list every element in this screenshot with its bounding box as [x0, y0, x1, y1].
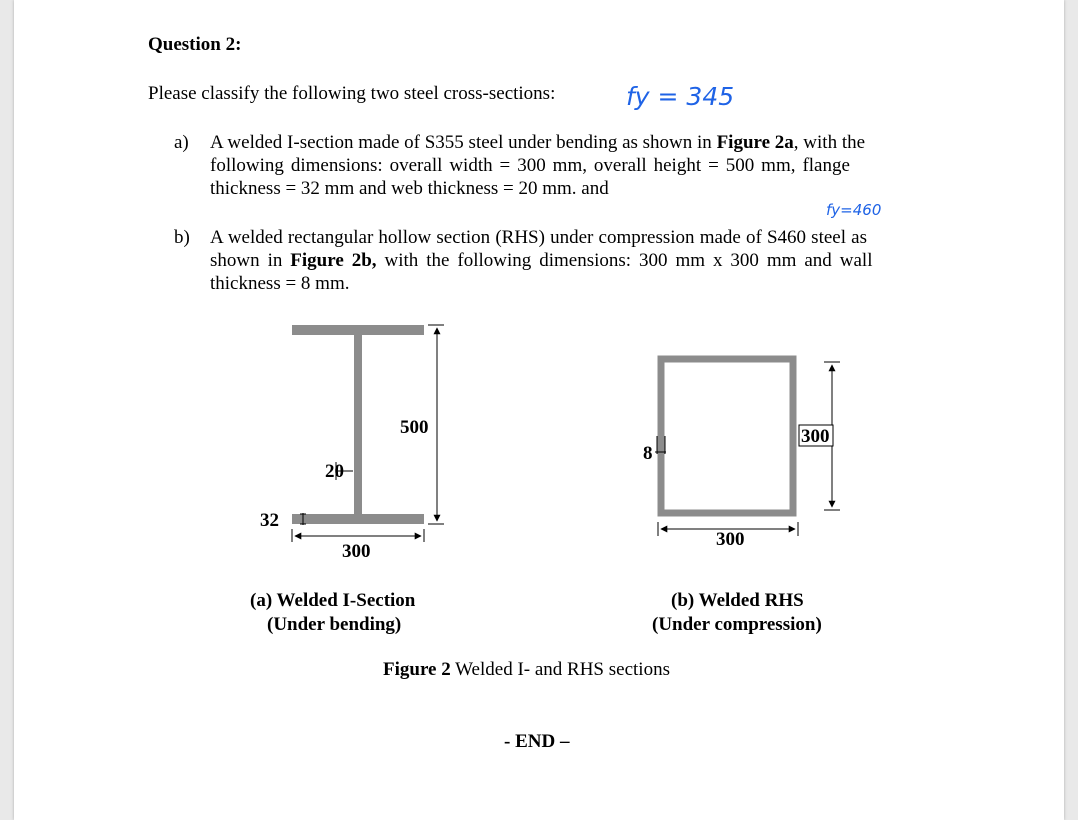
i-section-height-label: 500: [400, 417, 429, 438]
part-b-line-1: A welded rectangular hollow section (RHS) under compression made of S460 steel as: [210, 227, 867, 248]
i-section-flange-label: 32: [260, 510, 279, 531]
figure-b-label-line-1: (b) Welded RHS: [671, 590, 804, 611]
i-section-height-dimension: [428, 325, 444, 524]
part-b-marker: b): [174, 227, 190, 248]
end-marker: - END –: [504, 731, 570, 752]
part-a-marker: a): [174, 132, 189, 153]
i-section-web: [354, 335, 362, 514]
rhs-height-label: 300: [801, 426, 830, 447]
rhs-wall-label: 8: [643, 443, 653, 464]
figure-a-label-line-2: (Under bending): [267, 614, 402, 635]
part-a-line-2: following dimensions: overall width = 300 mm, overall height = 500 mm, flange: [210, 155, 850, 176]
rhs-drawing: [661, 359, 793, 513]
intro-text: Please classify the following two steel cross-sections:: [148, 83, 556, 104]
part-b-line-3: thickness = 8 mm.: [210, 273, 350, 294]
i-section-top-flange: [292, 325, 424, 335]
figure-a-label-line-1: (a) Welded I-Section: [250, 590, 416, 611]
figure-2: [14, 0, 1064, 820]
part-a-line-1: A welded I-section made of S355 steel under bending as shown in Figure 2a, with the: [210, 132, 866, 153]
part-a-line-3: thickness = 32 mm and web thickness = 20 mm. and: [210, 178, 609, 199]
part-b-line-2: shown in Figure 2b, with the following dimensions: 300 mm x 300 mm and wall: [210, 250, 873, 271]
document-page: [14, 0, 1064, 820]
question-title: Question 2:: [148, 34, 242, 55]
handwritten-annotation-b: fy=460: [826, 201, 882, 219]
i-section-bottom-flange: [292, 514, 424, 524]
rhs-width-label: 300: [716, 529, 745, 550]
i-section-width-label: 300: [342, 541, 371, 562]
handwritten-annotation-a: fy = 345: [626, 82, 735, 111]
figure-b-label-line-2: (Under compression): [652, 614, 822, 635]
figure-caption: Figure 2 Welded I- and RHS sections: [383, 659, 670, 680]
rhs-box: [661, 359, 793, 513]
i-section-web-label: 20: [325, 461, 344, 482]
